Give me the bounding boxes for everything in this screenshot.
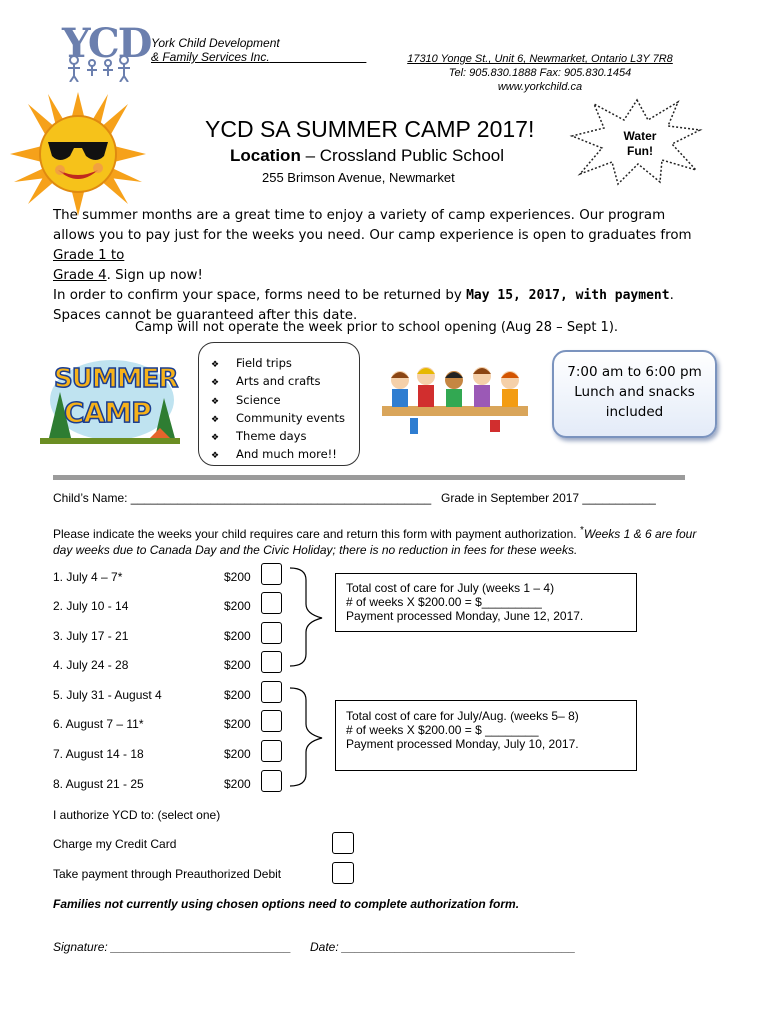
- logo-text: YCD: [62, 20, 151, 67]
- week-price: $200: [224, 717, 251, 731]
- location-name: Crossland Public School: [319, 146, 505, 165]
- authorize-label: I authorize YCD to: (select one): [53, 808, 221, 822]
- activity-item: ❖ Arts and crafts: [211, 373, 359, 391]
- aug-weeks-calc[interactable]: # of weeks X $200.00 = $ ________: [346, 723, 539, 737]
- july-payment-date: Payment processed Monday, June 12, 2017.: [346, 609, 584, 623]
- week-checkbox[interactable]: [261, 592, 282, 614]
- grade-field[interactable]: Grade in September 2017 ___________: [441, 491, 656, 505]
- activities-bubble: [198, 342, 360, 466]
- week-price: $200: [224, 747, 251, 761]
- org-name: [151, 36, 366, 64]
- activity-item: ❖ Theme days: [211, 428, 359, 446]
- org-line-2: & Family Services Inc.: [151, 50, 270, 64]
- closure-notice: Camp will not operate the week prior to school opening (Aug 28 – Sept 1).: [135, 320, 619, 335]
- families-note: Families not currently using chosen options need to complete authorization form.: [53, 897, 520, 911]
- week-checkbox[interactable]: [261, 770, 282, 792]
- week-label: 3. July 17 - 21: [53, 629, 129, 643]
- july-total-label: Total cost of care for July (weeks 1 – 4): [346, 581, 555, 595]
- week-checkbox[interactable]: [261, 740, 282, 762]
- signature-field[interactable]: Signature: ___________________________: [53, 940, 292, 954]
- sun-sunglasses-icon: [8, 90, 148, 218]
- camp-word: CAMP: [64, 396, 151, 429]
- activity-item: ❖ Community events: [211, 410, 359, 428]
- week-label: 5. July 31 - August 4: [53, 688, 162, 702]
- activity-item: ❖ Science: [211, 392, 359, 410]
- week-braces: [288, 566, 332, 796]
- week-price: $200: [224, 688, 251, 702]
- diamond-bullet-icon: ❖: [211, 378, 220, 389]
- week-price: $200: [224, 629, 251, 643]
- credit-card-checkbox[interactable]: [332, 832, 354, 854]
- week-checkbox[interactable]: [261, 651, 282, 673]
- week-label: 4. July 24 - 28: [53, 658, 129, 672]
- org-website: www.yorkchild.ca: [497, 81, 583, 93]
- week-label: 7. August 14 - 18: [53, 747, 144, 761]
- hours-included: included: [605, 404, 664, 420]
- week-price: $200: [224, 599, 251, 613]
- activities-list: [199, 343, 359, 465]
- instructions: Please indicate the weeks your child requires care and return this form with payment authorization. *Weeks 1 & 6 are four day weeks due to Canada Day and the Civic Holiday; there is no reduction in fees for these weeks.: [53, 525, 697, 557]
- activity-item: ❖ And much more!!: [211, 446, 359, 464]
- credit-card-label: Charge my Credit Card: [53, 837, 177, 851]
- week-checkbox[interactable]: [261, 681, 282, 703]
- activity-item: ❖ Field trips: [211, 355, 359, 373]
- week-label: 8. August 21 - 25: [53, 777, 144, 791]
- org-phone-fax: Tel: 905.830.1888 Fax: 905.830.1454: [448, 67, 632, 79]
- hours-time: 7:00 am to 6:00 pm: [567, 364, 702, 380]
- org-contact: [395, 52, 685, 94]
- intro-text: The summer months are a great time to enjoy a variety of camp experiences. Our program allows you to pay just for the weeks you need. Our camp experience is open to graduates from Grade 1 to Grade 4. Sign up now! In order to confirm your space, forms need to be returned by May 15, 2017, with payment. Spaces cannot be guaranteed after this date.: [53, 208, 692, 323]
- diamond-bullet-icon: ❖: [211, 360, 220, 370]
- location-label: Location: [230, 146, 301, 165]
- summer-camp-logo: [40, 352, 180, 446]
- hours-meals: Lunch and snacks: [574, 384, 695, 400]
- deadline: May 15, 2017, with payment: [466, 288, 670, 303]
- ycd-logo: [58, 18, 151, 80]
- hours-box: [552, 350, 717, 438]
- week-price: $200: [224, 777, 251, 791]
- diamond-bullet-icon: ❖: [211, 433, 220, 444]
- summer-word: SUMMER: [54, 364, 178, 394]
- child-name-field[interactable]: Child’s Name: _____________________________________________: [53, 491, 432, 505]
- debit-label: Take payment through Preauthorized Debit: [53, 867, 282, 881]
- week-label: 2. July 10 - 14: [53, 599, 129, 613]
- aug-total-label: Total cost of care for July/Aug. (weeks 5– 8): [346, 709, 579, 723]
- aug-total-box: [335, 700, 637, 771]
- july-weeks-calc[interactable]: # of weeks X $200.00 = $_________: [346, 595, 542, 609]
- org-line-1: York Child Development: [151, 36, 280, 50]
- diamond-bullet-icon: ❖: [211, 396, 220, 407]
- debit-checkbox[interactable]: [332, 862, 354, 884]
- week-checkbox[interactable]: [261, 622, 282, 644]
- week-label: 1. July 4 – 7*: [53, 570, 123, 584]
- week-checkbox[interactable]: [261, 563, 282, 585]
- week-checkbox[interactable]: [261, 710, 282, 732]
- date-field[interactable]: Date: ___________________________________: [310, 940, 576, 954]
- july-total-box: [335, 573, 637, 632]
- diamond-bullet-icon: ❖: [211, 451, 220, 462]
- diamond-bullet-icon: ❖: [211, 414, 220, 425]
- location-line: Location – Crossland Public School: [230, 146, 505, 165]
- burst-text: Water Fun!: [623, 129, 657, 158]
- aug-payment-date: Payment processed Monday, July 10, 2017.: [346, 737, 579, 751]
- family-figures-icon: [64, 54, 136, 82]
- week-label: 6. August 7 – 11*: [53, 717, 144, 731]
- week-price: $200: [224, 658, 251, 672]
- week-price: $200: [224, 570, 251, 584]
- page-title: YCD SA SUMMER CAMP 2017!: [205, 116, 535, 142]
- divider: [53, 475, 685, 480]
- org-address: 17310 Yonge St., Unit 6, Newmarket, Ontario L3Y 7R8: [407, 53, 673, 65]
- location-street: 255 Brimson Avenue, Newmarket: [262, 170, 455, 185]
- children-crafts-icon: [380, 358, 530, 438]
